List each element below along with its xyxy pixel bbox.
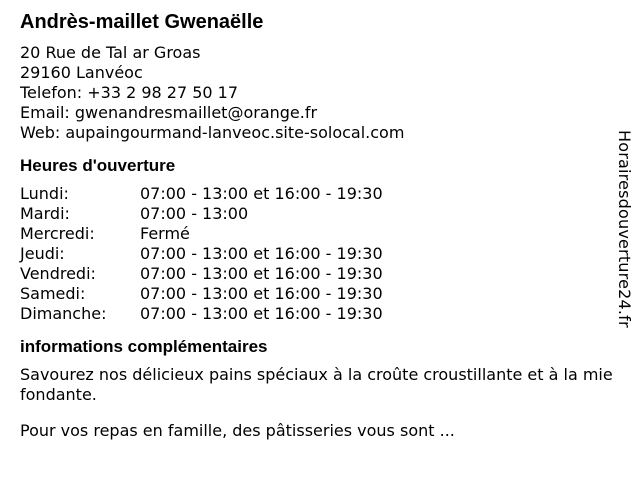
site-watermark: Horairesdouverture24.fr	[615, 130, 634, 328]
business-card	[20, 10, 620, 441]
info-paragraph: Pour vos repas en famille, des pâtisseries vous sont ...	[20, 421, 455, 440]
hours-time-value: 07:00 - 13:00 et 16:00 - 19:30	[140, 284, 383, 303]
hours-time-value: 07:00 - 13:00	[140, 204, 249, 223]
hours-row-friday	[20, 264, 620, 284]
opening-hours-heading: Heures d'ouverture	[20, 156, 176, 175]
website-address: Web: aupaingourmand-lanveoc.site-solocal.com	[20, 123, 405, 142]
hours-day-label: Mardi:	[20, 204, 70, 223]
hours-day-label: Lundi:	[20, 184, 69, 203]
hours-row-monday	[20, 184, 620, 204]
hours-row-wednesday	[20, 224, 620, 244]
email-address: Email: gwenandresmaillet@orange.fr	[20, 103, 318, 122]
hours-day-label: Samedi:	[20, 284, 86, 303]
hours-time-value: 07:00 - 13:00 et 16:00 - 19:30	[140, 264, 383, 283]
opening-hours-table	[20, 184, 620, 324]
hours-time-value: 07:00 - 13:00 et 16:00 - 19:30	[140, 244, 383, 263]
contact-block	[20, 43, 620, 143]
info-paragraph: Savourez nos délicieux pains spéciaux à la croûte croustillante et à la mie fondante.	[20, 365, 613, 404]
hours-row-tuesday	[20, 204, 620, 224]
business-name: Andrès-maillet Gwenaëlle	[20, 11, 264, 33]
hours-row-saturday	[20, 284, 620, 304]
hours-day-label: Mercredi:	[20, 224, 95, 243]
hours-day-label: Dimanche:	[20, 304, 107, 323]
hours-time-value: 07:00 - 13:00 et 16:00 - 19:30	[140, 184, 383, 203]
address-street: 20 Rue de Tal ar Groas	[20, 43, 201, 62]
hours-row-sunday	[20, 304, 620, 324]
phone-number: Telefon: +33 2 98 27 50 17	[20, 83, 239, 102]
hours-day-label: Jeudi:	[20, 244, 65, 263]
address-city: 29160 Lanvéoc	[20, 63, 143, 82]
hours-day-label: Vendredi:	[20, 264, 96, 283]
hours-row-thursday	[20, 244, 620, 264]
additional-info-heading: informations complémentaires	[20, 337, 268, 356]
hours-time-value: 07:00 - 13:00 et 16:00 - 19:30	[140, 304, 383, 323]
hours-time-value: Fermé	[140, 224, 190, 243]
